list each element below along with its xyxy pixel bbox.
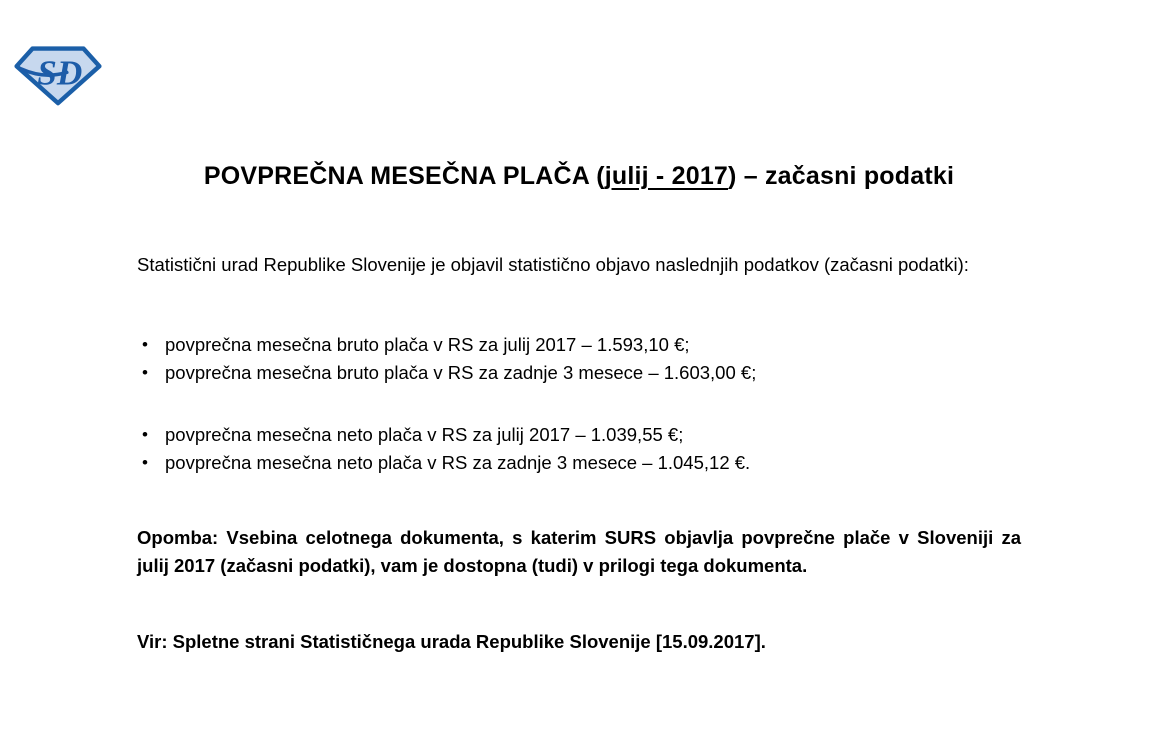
- bullet-text-neto-3-mesece: povprečna mesečna neto plača v RS za zadnje 3 mesece – 1.045,12 €.: [165, 452, 751, 473]
- sd-shield-logo-icon: [14, 42, 102, 108]
- intro-paragraph: Statistični urad Republike Slovenije je objavil statistično objavo naslednjih podatkov (začasni podatki):: [137, 254, 969, 275]
- bullet-list-neto: [137, 421, 1021, 477]
- title-prefix: POVPREČNA MESEČNA PLAČA (: [203, 162, 605, 190]
- note-paragraph: Opomba: Vsebina celotnega dokumenta, s katerim SURS objavlja povprečne plače v Sloveniji za julij 2017 (začasni podatki), vam je dostopna (tudi) v prilogi tega dokumenta.: [137, 527, 1021, 576]
- title-close-paren: ): [728, 162, 737, 190]
- source-line: Vir: Spletne strani Statističnega urada Republike Slovenije [15.09.2017].: [137, 631, 766, 652]
- list-item: [137, 421, 1021, 449]
- bullet-list-bruto: [137, 331, 1021, 387]
- bullet-icon: •: [142, 425, 148, 444]
- bullet-text-bruto-3-mesece: povprečna mesečna bruto plača v RS za zadnje 3 mesece – 1.603,00 €;: [165, 362, 757, 383]
- title-suffix: – začasni podatki: [736, 162, 955, 190]
- list-item: [137, 331, 1021, 359]
- bullet-text-bruto-julij: povprečna mesečna bruto plača v RS za julij 2017 – 1.593,10 €;: [165, 334, 690, 355]
- list-item: [137, 359, 1021, 387]
- bullet-text-neto-julij: povprečna mesečna neto plača v RS za julij 2017 – 1.039,55 €;: [165, 424, 684, 445]
- bullet-icon: •: [142, 335, 148, 354]
- logo-letters: SD: [37, 53, 83, 93]
- bullet-icon: •: [142, 363, 148, 382]
- list-item: [137, 449, 1021, 477]
- document-title: [137, 162, 1021, 191]
- title-underlined-period: julij - 2017: [604, 162, 729, 190]
- bullet-icon: •: [142, 453, 148, 472]
- document-body: [137, 0, 1021, 743]
